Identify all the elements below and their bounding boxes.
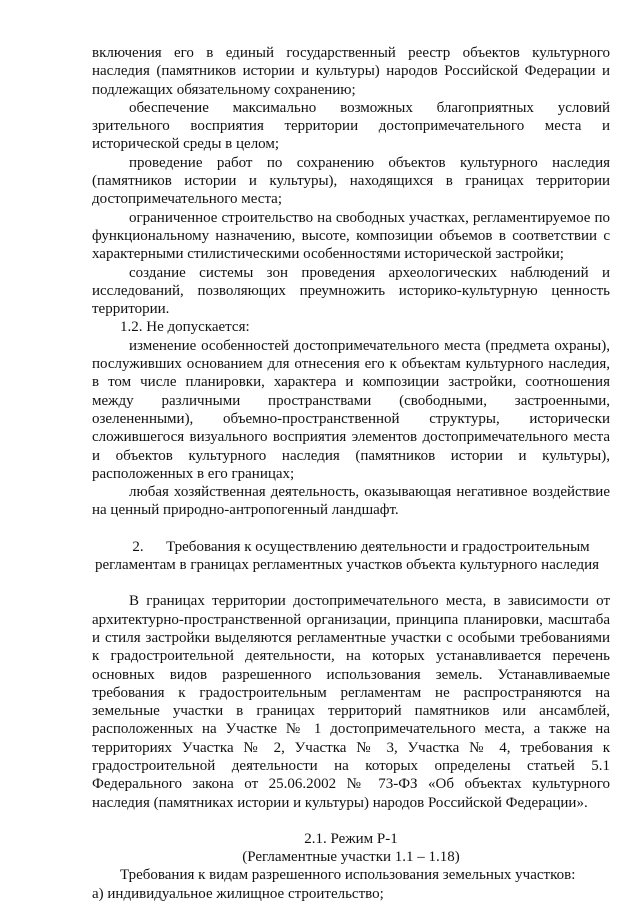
paragraph: проведение работ по сохранению объектов культурного наследия (памятников истории и культуры), находящихся в границах территории достопримечательного места; (92, 154, 610, 208)
paragraph: Требования к видам разрешенного использования земельных участков: (120, 867, 576, 884)
subsection-subtitle: (Регламентные участки 1.1 – 1.18) (242, 849, 460, 866)
paragraph: обеспечение максимально возможных благоприятных условий зрительного восприятия территории достопримечательного места и исторической среды в целом; (92, 99, 610, 153)
paragraph: ограниченное строительство на свободных участках, регламентируемое по функциональному назначению, высоте, композиции объемов в соответствии с характерными стилистическими особенностями исторической застройки; (92, 209, 610, 263)
paragraph: создание системы зон проведения археологических наблюдений и исследований, позволяющих преумножить историко-культурную ценность территории. (92, 264, 610, 318)
paragraph: любая хозяйственная деятельность, оказывающая негативное воздействие на ценный природно-антропогенный ландшафт. (92, 484, 610, 519)
subsection-title: 2.1. Режим Р-1 (304, 830, 398, 847)
list-item: а) индивидуальное жилищное строительство; (92, 885, 384, 902)
paragraph: изменение особенностей достопримечательного места (предмета охраны), послуживших основанием для отнесения его к объектам культурного наследия, в том числе планировки, характера и композиции застройки, соотношения между различными пространствами (свободными, застроенными, озелененными), объемно-пространственной структуры, исторически сложившегося визуального восприятия элементов достопримечательного места и объектов культурного наследия (памятников истории и культуры), расположенных в его границах; (92, 337, 610, 482)
document-body (92, 44, 610, 903)
section-body: В границах территории достопримечательного места, в зависимости от архитектурно-пространственной организации, принципа планировки, масштаба и стиля застройки выделяются регламентные участки с особыми требованиями к градостроительной деятельности, на которых устанавливается перечень основных видов разрешенного использования земель. Устанавливаемые требования к градостроительным регламентам не распространяются на земельные участки в границах территорий памятников или ансамблей, расположенных на Участке № 1 достопримечательного места, а также на территориях Участка № 2, Участка № 3, Участка № 4, требования к градостроительной деятельности на которых определены статьей 5.1 Федерального закона от 25.06.2002 № 73-ФЗ «Об объектах культурного наследия (памятниках истории и культуры) народов Российской Федерации». (92, 593, 610, 811)
section-title-line2: регламентам в границах регламентных участков объекта культурного наследия (94, 557, 600, 574)
subsection-heading (92, 830, 610, 867)
paragraph: включения его в единый государственный реестр объектов культурного наследия (памятников истории и культуры) народов Российской Федерации и подлежащих обязательному сохранению; (92, 45, 610, 98)
section-number: 2. (132, 538, 144, 555)
section-title-line1: Требования к осуществлению деятельности и градостроительным (166, 538, 590, 555)
paragraph-heading: 1.2. Не допускается: (120, 319, 250, 336)
section-heading (92, 538, 610, 575)
